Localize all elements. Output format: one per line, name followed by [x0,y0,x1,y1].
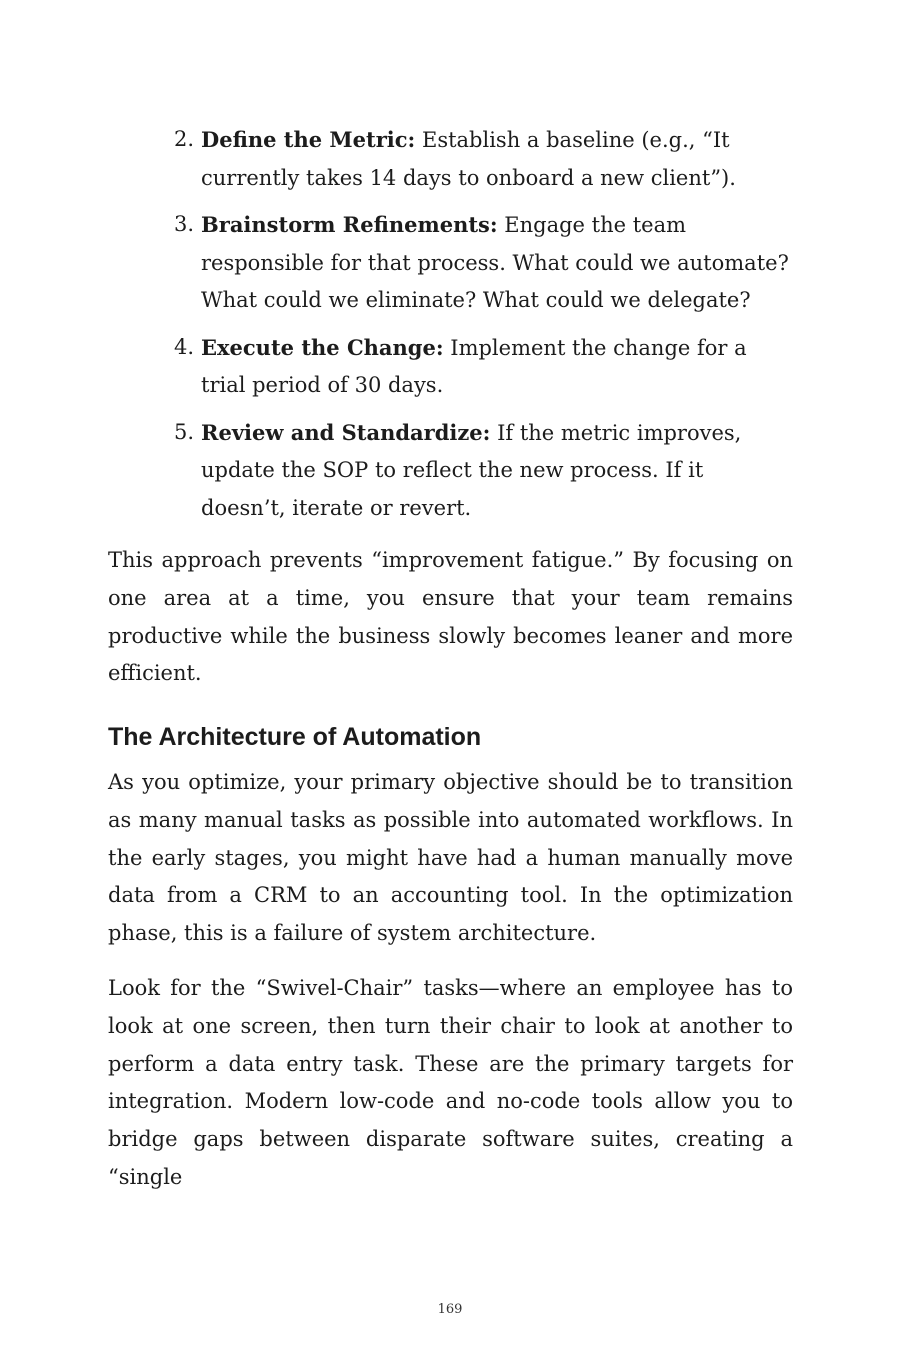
body-paragraph-improvement-fatigue: This approach prevents “improvement fatigue.” By focusing on one area at a time, you ensure that your team remains productive while the business slowly becomes leaner and more efficient. [108,548,793,686]
list-item-number: 2. [174,127,195,151]
list-item-text: If the metric improves, update the SOP to reflect the new process. If it doesn’t, iterate or revert. [201,420,742,520]
list-item-text: Implement the change for a trial period of 30 days. [201,335,747,397]
list-item-term: Brainstorm Refinements: [201,212,498,237]
numbered-step-list [174,121,794,536]
list-item-number: 4. [174,334,195,359]
list-item-number: 3. [174,212,195,236]
list-item [174,414,794,528]
body-paragraph-swivel-chair: Look for the “Swivel-Chair” tasks—where an employee has to look at one screen, then turn their chair to look at another to perform a data entry task. These are the primary targets for integration. Modern low-code and no-code tools allow you to bridge gaps between disparate software suites, creating a “single [108,976,793,1189]
section-heading: The Architecture of Automation [108,723,482,751]
list-item-number: 5. [174,419,195,444]
list-item-text: Engage the team responsible for that process. What could we automate? What could we eliminate? What could we delegate? [201,213,789,312]
list-item-term: Execute the Change: [201,334,444,360]
page-number: 169 [437,1302,463,1317]
list-item-term: Review and Standardize: [201,419,491,445]
list-item [174,206,794,320]
list-item [174,121,794,197]
body-paragraph-optimize: As you optimize, your primary objective should be to transition as many manual tasks as possible into automated workflows. In the early stages, you might have had a human manually move data from a CRM to an accounting tool. In the optimization phase, this is a failure of system architecture. [108,770,793,946]
list-item [174,329,794,405]
list-item-text: Establish a baseline (e.g., “It currently takes 14 days to onboard a new client”). [201,128,736,190]
list-item-term: Define the Metric: [201,127,416,152]
